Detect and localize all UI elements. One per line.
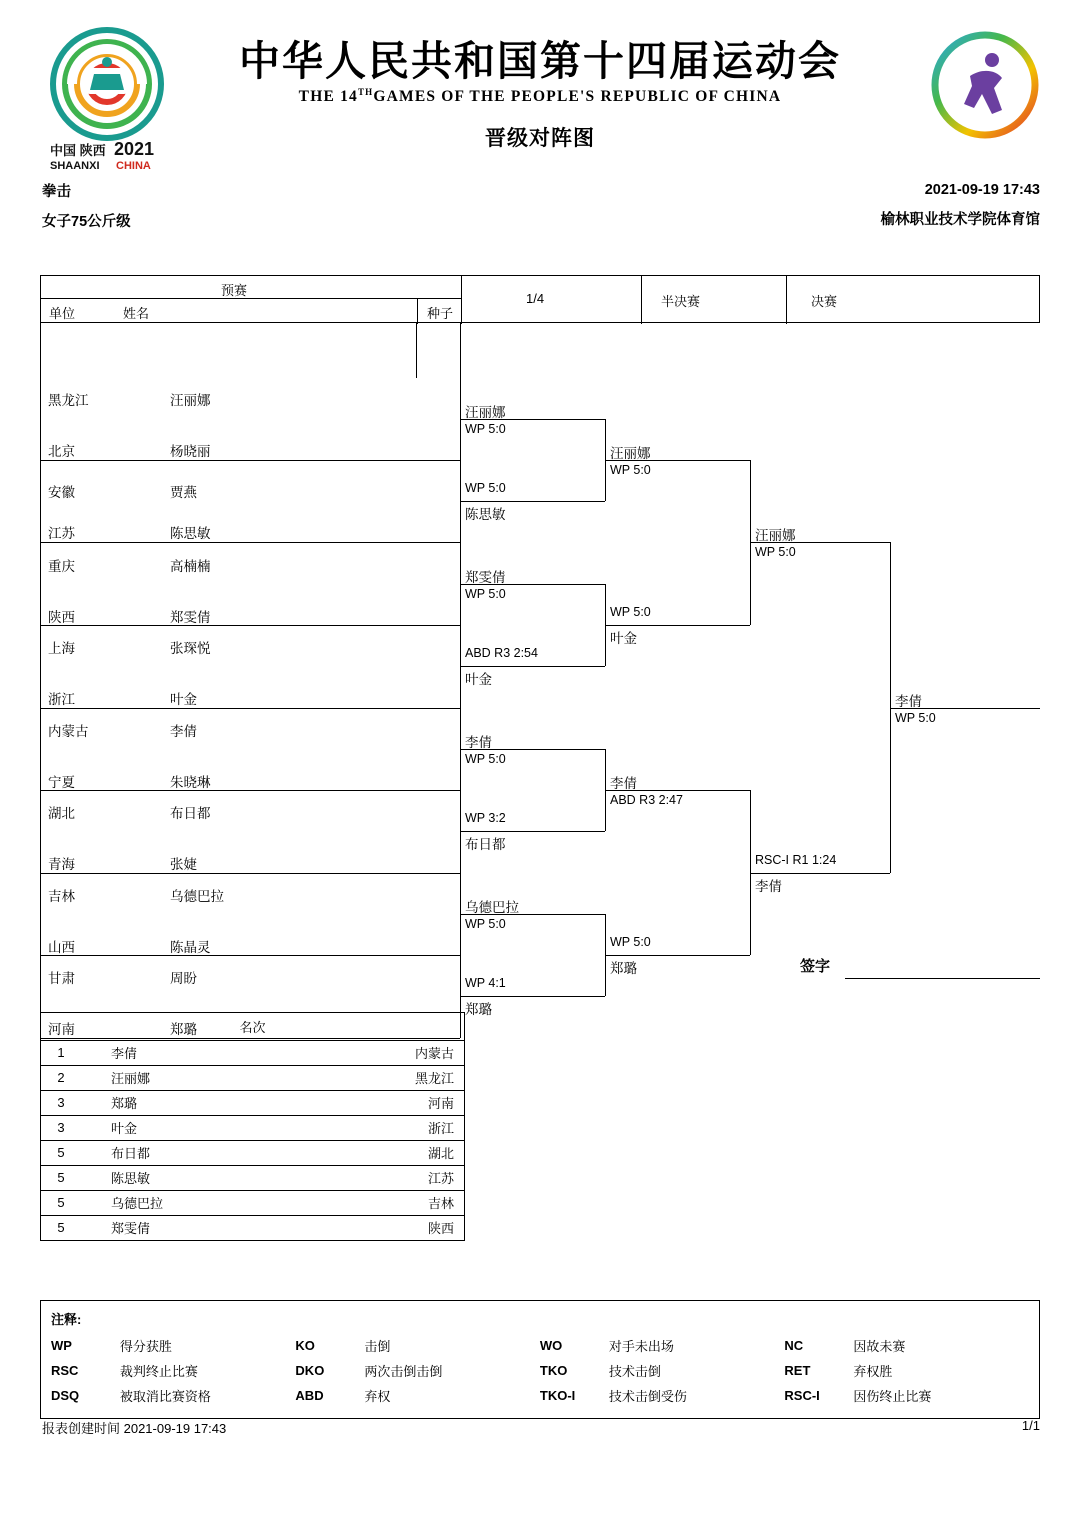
- page-header: [0, 0, 1080, 250]
- rank-name: 叶金: [81, 1116, 321, 1141]
- qf-result: WP 5:0: [465, 422, 506, 436]
- rank-position: 5: [41, 1166, 81, 1191]
- prelim-name: 郑璐: [170, 1022, 197, 1037]
- legend-value: 对手未出场: [608, 1339, 674, 1354]
- legend-row: [51, 1358, 1029, 1383]
- qf-connector-bottom: [460, 996, 605, 997]
- legend-key: KO: [295, 1338, 315, 1353]
- qf-winner-name: 郑璐: [465, 1002, 492, 1017]
- prelim-unit: 陕西: [48, 610, 75, 625]
- prelim-name: 陈晶灵: [170, 940, 211, 955]
- table-row: [41, 1166, 464, 1191]
- prelim-unit: 宁夏: [48, 775, 75, 790]
- qf-winner-name: 叶金: [465, 672, 492, 687]
- rank-position: 2: [41, 1066, 81, 1091]
- legend-value: 技术击倒: [608, 1364, 661, 1379]
- prelim-pair-line: [40, 955, 460, 956]
- prelim-left-border: [40, 323, 41, 1038]
- prelim-unit: 浙江: [48, 692, 75, 707]
- legend-key: RSC: [51, 1363, 79, 1378]
- rank-position: 3: [41, 1116, 81, 1141]
- prelim-unit: 安徽: [48, 485, 75, 500]
- table-row: [41, 1116, 464, 1141]
- legend-key: WP: [51, 1338, 72, 1353]
- sf-winner-name: 李倩: [610, 776, 637, 791]
- footer-page-number: 1/1: [1021, 1418, 1040, 1433]
- qf-winner-name: 李倩: [465, 735, 492, 750]
- prelim-unit: 甘肃: [48, 971, 75, 986]
- qf-winner-name: 陈思敏: [465, 507, 506, 522]
- legend-key: TKO: [539, 1363, 568, 1378]
- prelim-unit: 河南: [48, 1022, 75, 1037]
- final-entrant-result: RSC-I R1 1:24: [755, 853, 837, 867]
- legend-value: 被取消比赛资格: [119, 1389, 211, 1404]
- qf-result: WP 5:0: [465, 587, 506, 601]
- col-header-semi: 半决赛: [661, 294, 701, 309]
- prelim-unit: 青海: [48, 857, 75, 872]
- event-venue: 榆林职业技术学院体育馆: [880, 211, 1040, 228]
- rank-unit: 江苏: [321, 1166, 464, 1191]
- qf-winner-name: 乌德巴拉: [465, 900, 519, 915]
- champion-name: 李倩: [895, 694, 922, 709]
- prelim-name: 张婕: [170, 857, 197, 872]
- final-entrant-name: 汪丽娜: [755, 528, 796, 543]
- legend-value: 因故未赛: [853, 1339, 906, 1354]
- prelim-name: 布日都: [170, 806, 211, 821]
- prelim-name: 汪丽娜: [170, 393, 211, 408]
- legend-value: 得分获胜: [119, 1339, 172, 1354]
- prelim-unit: 北京: [48, 444, 75, 459]
- rank-name: 陈思敏: [81, 1166, 321, 1191]
- games-title-en-pre: THE 14: [298, 88, 358, 106]
- sf-winner-name: 汪丽娜: [610, 446, 651, 461]
- prelim-name: 朱晓琳: [170, 775, 211, 790]
- legend-key: NC: [784, 1338, 804, 1353]
- legend-row: [51, 1333, 1029, 1358]
- qf-connector-bottom: [460, 501, 605, 502]
- rank-name: 汪丽娜: [81, 1066, 321, 1091]
- rank-position: 5: [41, 1141, 81, 1166]
- event-meta-left: [42, 178, 131, 237]
- col-header-prelim: 预赛: [221, 283, 248, 298]
- prelim-pair-line: [40, 460, 460, 461]
- qf-result: WP 5:0: [465, 752, 506, 766]
- legend-key: RSC-I: [784, 1388, 820, 1403]
- prelim-name: 乌德巴拉: [170, 889, 224, 904]
- rank-unit: 吉林: [321, 1191, 464, 1216]
- prelim-unit: 上海: [48, 641, 75, 656]
- col-header-quarter: 1/4: [526, 291, 545, 306]
- rank-unit: 内蒙古: [321, 1041, 464, 1066]
- rank-unit: 河南: [321, 1091, 464, 1116]
- prelim-unit: 内蒙古: [48, 724, 89, 739]
- header-divider-seed: [417, 298, 418, 324]
- page-title: 晋级对阵图: [485, 126, 595, 151]
- footer-created: 报表创建时间 2021-09-19 17:43: [42, 1421, 227, 1436]
- legend-value: 击倒: [364, 1339, 391, 1354]
- legend-key: ABD: [295, 1388, 324, 1403]
- sf-winner-name: 叶金: [610, 631, 637, 646]
- header-divider-semi-end: [786, 276, 787, 324]
- event-name: 女子75公斤级: [42, 213, 131, 230]
- rank-name: 李倩: [81, 1041, 321, 1066]
- table-row: [41, 1066, 464, 1091]
- rank-position: 3: [41, 1091, 81, 1116]
- prelim-unit: 山西: [48, 940, 75, 955]
- prelim-pair-line: [40, 790, 460, 791]
- event-meta-right: [881, 176, 1041, 235]
- prelim-unit: 吉林: [48, 889, 75, 904]
- qf-winner-name: 汪丽娜: [465, 405, 506, 420]
- table-row: [41, 1191, 464, 1216]
- sf-result: WP 5:0: [610, 935, 651, 949]
- prelim-pair-line: [40, 542, 460, 543]
- sport-name: 拳击: [42, 184, 71, 200]
- col-header-seed: 种子: [427, 306, 454, 321]
- sf-result: WP 5:0: [610, 605, 651, 619]
- rank-unit: 湖北: [321, 1141, 464, 1166]
- prelim-unit: 江苏: [48, 526, 75, 541]
- svg-text:中国 陕西: 中国 陕西: [50, 143, 106, 158]
- prelim-name: 郑雯倩: [170, 610, 211, 625]
- signature-line: [845, 978, 1040, 979]
- legend-value: 两次击倒击倒: [364, 1364, 443, 1379]
- prelim-right-border: [460, 323, 461, 1038]
- legend-value: 弃权: [364, 1389, 391, 1404]
- prelim-name: 张琛悦: [170, 641, 211, 656]
- final-entrant-result: WP 5:0: [755, 545, 796, 559]
- table-row: [41, 1091, 464, 1116]
- header-divider-prelim-sub: [41, 298, 461, 299]
- qf-result: WP 4:1: [465, 976, 506, 990]
- col-header-final: 决赛: [811, 294, 838, 309]
- qf-winner-name: 布日都: [465, 837, 506, 852]
- ranking-title: 名次: [41, 1013, 464, 1041]
- rank-position: 5: [41, 1191, 81, 1216]
- final-connector-bottom: [750, 873, 890, 874]
- legend-value: 裁判终止比赛: [119, 1364, 198, 1379]
- signature-label: 签字: [800, 958, 831, 975]
- qf-result: WP 5:0: [465, 481, 506, 495]
- legend-key: RET: [784, 1363, 811, 1378]
- rank-unit: 浙江: [321, 1116, 464, 1141]
- bracket-header-row: [40, 275, 1040, 323]
- legend-box: [40, 1300, 1040, 1419]
- prelim-pair-line: [40, 625, 460, 626]
- table-row: [41, 1041, 464, 1066]
- rank-name: 乌德巴拉: [81, 1191, 321, 1216]
- ranking-table: [40, 1012, 465, 1241]
- sf-connector-bottom: [605, 955, 750, 956]
- games-title-cn: 中华人民共和国第十四届运动会: [239, 38, 841, 84]
- prelim-name: 陈思敏: [170, 526, 211, 541]
- prelim-name: 高楠楠: [170, 559, 211, 574]
- qf-result: WP 5:0: [465, 917, 506, 931]
- sf-winner-name: 郑璐: [610, 961, 637, 976]
- prelim-name: 杨晓丽: [170, 444, 211, 459]
- legend-key: WO: [539, 1338, 563, 1353]
- svg-text:2021: 2021: [114, 139, 155, 159]
- prelim-name: 周盼: [170, 971, 197, 986]
- ranking-rows: [41, 1041, 464, 1240]
- prelim-name: 贾燕: [170, 485, 197, 500]
- qf-connector-bottom: [460, 666, 605, 667]
- qf-winner-name: 郑雯倩: [465, 570, 506, 585]
- header-divider-quarter-end: [641, 276, 642, 324]
- prelim-name: 叶金: [170, 692, 197, 707]
- sf-result: WP 5:0: [610, 463, 651, 477]
- rank-unit: 陕西: [427, 1221, 454, 1236]
- games-title-en: [0, 87, 1080, 106]
- qf-result: WP 3:2: [465, 811, 506, 825]
- svg-text:SHAANXI: SHAANXI: [50, 160, 100, 172]
- prelim-seed-border: [416, 323, 417, 378]
- prelim-unit: 重庆: [48, 559, 75, 574]
- event-datetime: 2021-09-19 17:43: [924, 182, 1040, 198]
- prelim-pair-line: [40, 708, 460, 709]
- prelim-pair-line: [40, 873, 460, 874]
- legend-title: 注释:: [51, 1312, 82, 1327]
- final-entrant-name: 李倩: [755, 879, 782, 894]
- rank-position: 1: [41, 1041, 81, 1066]
- col-header-name: 姓名: [123, 306, 150, 321]
- title-block: [0, 38, 1080, 152]
- prelim-unit: 黑龙江: [48, 393, 89, 408]
- legend-value: 弃权胜: [853, 1364, 893, 1379]
- legend-value: 技术击倒受伤: [608, 1389, 687, 1404]
- legend-table: [51, 1333, 1029, 1408]
- legend-key: DKO: [295, 1363, 325, 1378]
- rank-name: 郑雯倩: [111, 1221, 151, 1236]
- header-divider-prelim-end: [461, 276, 462, 324]
- legend-key: TKO-I: [539, 1388, 576, 1403]
- legend-row: [51, 1383, 1029, 1408]
- qf-result: ABD R3 2:54: [465, 646, 538, 660]
- svg-text:CHINA: CHINA: [116, 160, 151, 172]
- col-header-unit: 单位: [49, 306, 76, 321]
- legend-key: DSQ: [51, 1388, 80, 1403]
- games-title-en-post: GAMES OF THE PEOPLE'S REPUBLIC OF CHINA: [373, 88, 782, 106]
- sf-connector-bottom: [605, 625, 750, 626]
- legend-value: 因伤终止比赛: [853, 1389, 932, 1404]
- prelim-name: 李倩: [170, 724, 197, 739]
- games-title-en-sup: TH: [357, 87, 374, 98]
- qf-connector-bottom: [460, 831, 605, 832]
- champion-result: WP 5:0: [895, 711, 936, 725]
- rank-position: 5: [57, 1220, 65, 1235]
- sf-result: ABD R3 2:47: [610, 793, 683, 807]
- table-row: [41, 1216, 464, 1241]
- table-row: [41, 1141, 464, 1166]
- rank-unit: 黑龙江: [321, 1066, 464, 1091]
- rank-name: 布日都: [81, 1141, 321, 1166]
- rank-name: 郑璐: [81, 1091, 321, 1116]
- prelim-unit: 湖北: [48, 806, 75, 821]
